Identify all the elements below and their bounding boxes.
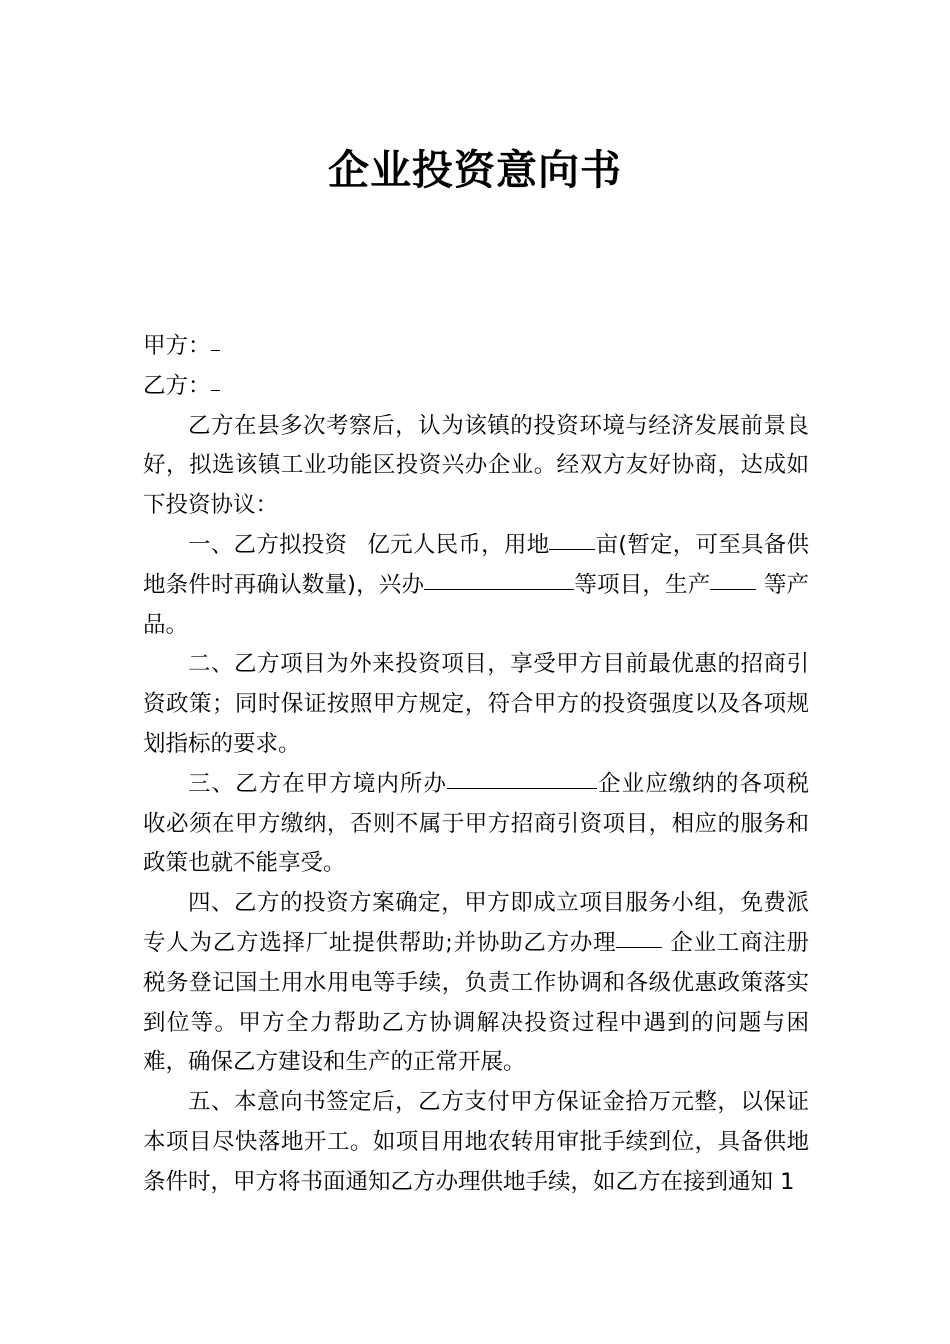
party-a-blank <box>211 349 220 351</box>
intro-paragraph: 乙方在县多次考察后，认为该镇的投资环境与经济发展前景良好，拟选该镇工业功能区投资兴办企业。经双方友好协商，达成如下投资协议： <box>143 412 809 519</box>
clause-1-text-d: 等项目，生产 <box>574 571 711 598</box>
clause-1-text-e: 等产品。 <box>143 571 809 638</box>
clause-3-text-b: 企业应缴纳的各项税收必须在甲方缴纳，否则不属于甲方招商引资项目，相应的服务和政策也就不能享受。 <box>143 770 809 877</box>
clause-4-text-a: 四、乙方的投资方案确定，甲方即成立项目服务小组，免费派专人为乙方选择厂址提供帮助;并协助乙方办理 <box>143 890 809 956</box>
party-b-line <box>143 367 809 407</box>
party-b-blank <box>211 389 220 391</box>
party-b-label: 乙方： <box>143 372 211 399</box>
clause-1-text-c: 亩(暂定，可至具备供地条件时再确认数量)，兴办 <box>143 531 809 598</box>
clause-1 <box>143 526 809 645</box>
document-title: 企业投资意向书 <box>328 146 622 194</box>
land-area-blank <box>549 548 595 550</box>
clause-1-text-a: 一、乙方拟投资 <box>188 531 348 558</box>
enterprise-name-blank <box>447 787 597 789</box>
product-blank <box>710 588 756 590</box>
clause-4 <box>143 884 809 1083</box>
clause-2: 二、乙方项目为外来投资项目，享受甲方目前最优惠的招商引资政策；同时保证按照甲方规定，符合甲方的投资强度以及各项规划指标的要求。 <box>143 651 809 757</box>
clause-3-text-a: 三、乙方在甲方境内所办 <box>188 770 448 797</box>
party-a-label: 甲方： <box>143 333 211 359</box>
clause-4-text-b: 企业工商注册税务登记国土用水用电等手续，负责工作协调和各级优惠政策落实到位等。甲方全力帮助乙方协调解决投资过程中遇到的问题与困难，确保乙方建设和生产的正常开展。 <box>143 929 809 1076</box>
document-body <box>143 327 809 1203</box>
party-a-line <box>143 327 809 367</box>
clause-5: 五、本意向书签定后，乙方支付甲方保证金拾万元整，以保证本项目尽快落地开工。如项目用地农转用审批手续到位，具备供地条件时，甲方将书面通知乙方办理供地手续，如乙方在接到通知 1 <box>143 1089 809 1195</box>
clause-1-text-b: 亿元人民币，用地 <box>367 531 550 558</box>
project-name-blank <box>424 588 574 590</box>
enterprise-type-blank <box>616 946 662 948</box>
clause-3 <box>143 765 809 884</box>
